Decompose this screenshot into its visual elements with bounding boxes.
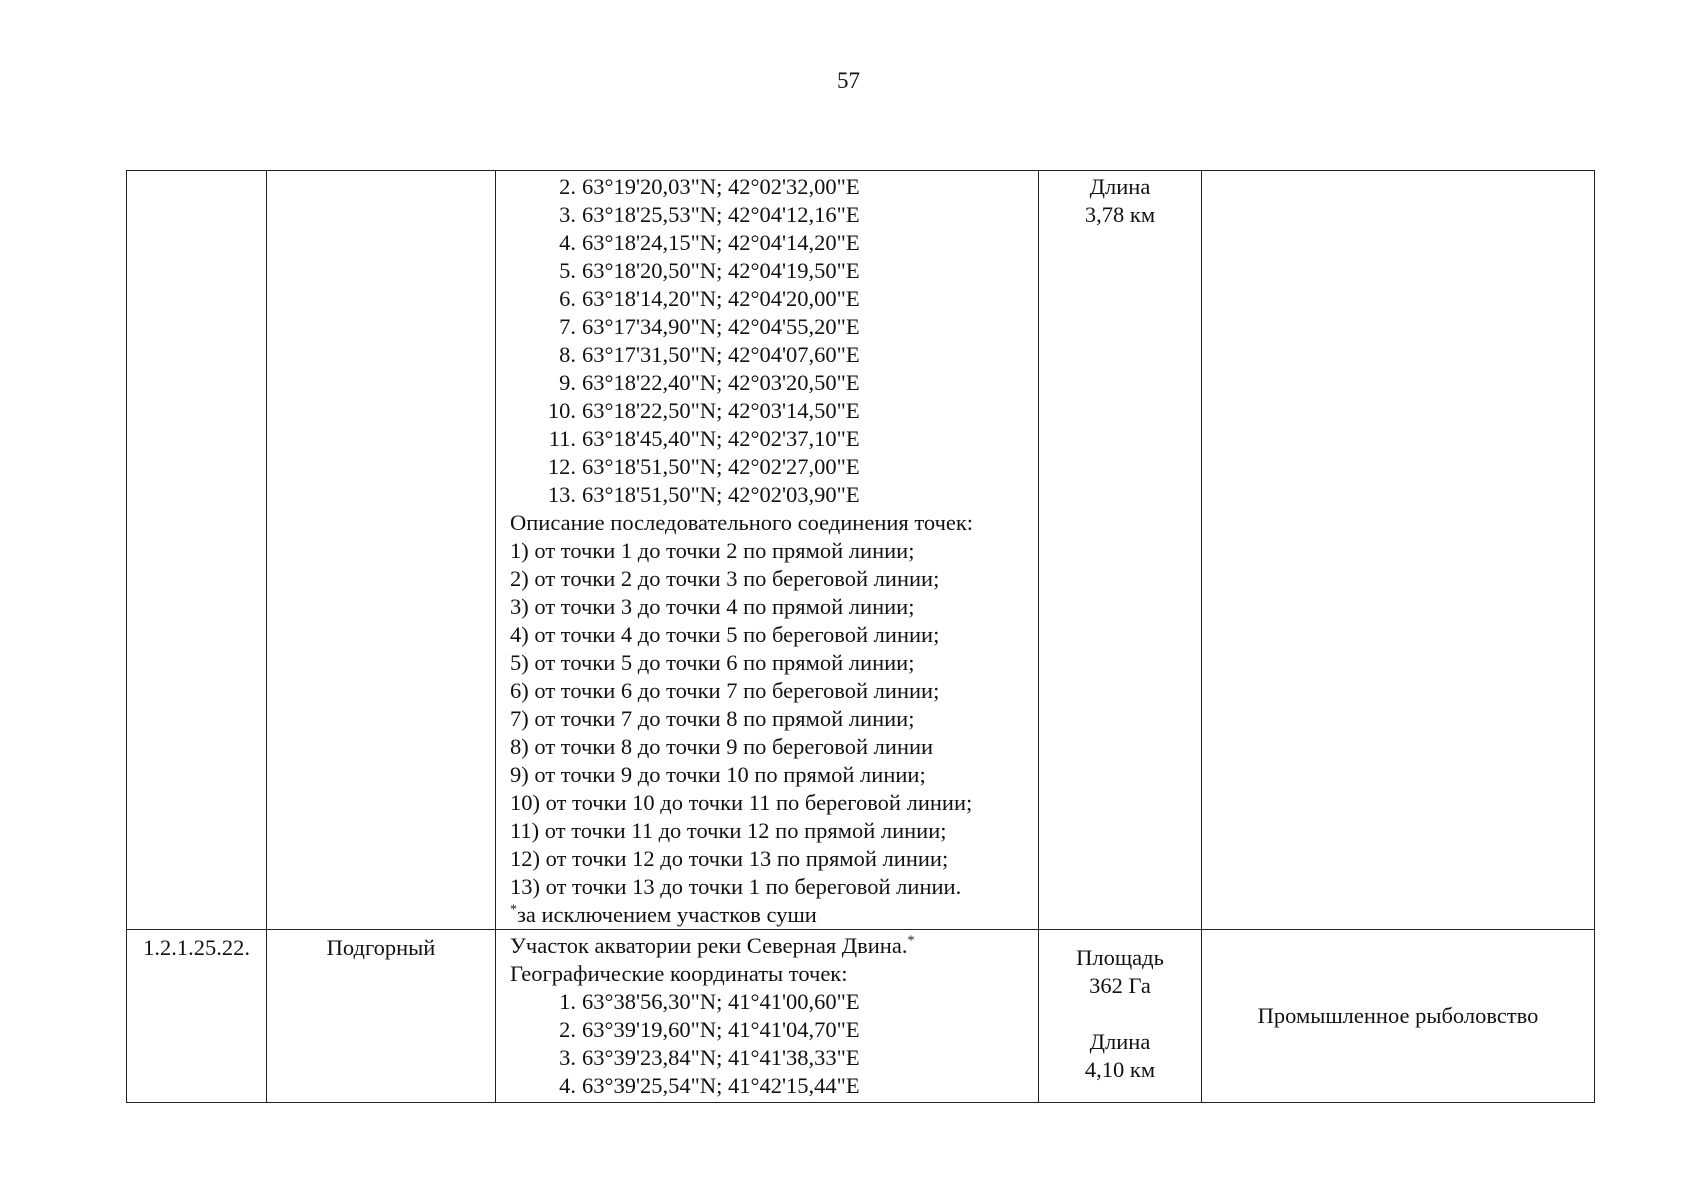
site-name-cell <box>267 171 496 930</box>
coordinate-item: 6. 63°18'14,20"N; 42°04'20,00"E <box>559 286 860 311</box>
connection-item: 2) от точки 2 до точки 3 по береговой линии; <box>510 566 940 591</box>
table-row <box>127 171 1595 930</box>
connection-item: 3) от точки 3 до точки 4 по прямой линии; <box>510 594 915 619</box>
coordinates-list <box>510 173 1028 509</box>
coordinate-item: 12. 63°18'51,50"N; 42°02'27,00"E <box>547 454 860 479</box>
site-metrics-cell <box>1039 171 1202 930</box>
connection-item: 12) от точки 12 до точки 13 по прямой линии; <box>510 846 949 871</box>
site-purpose-cell <box>1202 171 1595 930</box>
site-purpose-cell: Промышленное рыболовство <box>1202 930 1595 1103</box>
coordinate-item: 11. 63°18'45,40"N; 42°02'37,10"E <box>548 426 860 451</box>
length-label: Длина <box>1089 174 1151 199</box>
coordinate-item: 2. 63°19'20,03"N; 42°02'32,00"E <box>559 174 860 199</box>
page-number: 57 <box>837 68 860 93</box>
length-label: Длина <box>1089 1029 1151 1054</box>
connection-item: 11) от точки 11 до точки 12 по прямой линии; <box>510 818 947 843</box>
coordinate-item: 7. 63°17'34,90"N; 42°04'55,20"E <box>559 314 860 339</box>
connection-item: 6) от точки 6 до точки 7 по береговой линии; <box>510 678 940 703</box>
coordinate-item: 2. 63°39'19,60"N; 41°41'04,70"E <box>559 1017 860 1042</box>
coordinate-item: 4. 63°18'24,15"N; 42°04'14,20"E <box>559 230 860 255</box>
coordinate-item: 8. 63°17'31,50"N; 42°04'07,60"E <box>559 342 860 367</box>
coordinates-list <box>510 988 1028 1100</box>
connection-item: 13) от точки 13 до точки 1 по береговой линии. <box>510 874 962 899</box>
site-description-cell <box>496 930 1039 1103</box>
coordinate-item: 10. 63°18'22,50"N; 42°03'14,50"E <box>547 398 860 423</box>
coordinate-item: 13. 63°18'51,50"N; 42°02'03,90"E <box>547 482 860 507</box>
connection-item: 7) от точки 7 до точки 8 по прямой линии; <box>510 706 915 731</box>
coordinate-item: 3. 63°18'25,53"N; 42°04'12,16"E <box>559 202 860 227</box>
connection-item: 10) от точки 10 до точки 11 по береговой линии; <box>510 790 973 815</box>
connection-item: 1) от точки 1 до точки 2 по прямой линии; <box>510 538 915 563</box>
area-label: Площадь <box>1076 945 1164 970</box>
connection-item: 8) от точки 8 до точки 9 по береговой линии <box>510 734 934 759</box>
coordinate-item: 3. 63°39'23,84"N; 41°41'38,33"E <box>559 1045 860 1070</box>
area-value: 362 Га <box>1089 973 1151 998</box>
table-row <box>127 930 1595 1103</box>
coords-heading: Географические координаты точек: <box>510 961 848 986</box>
connection-item: 9) от точки 9 до точки 10 по прямой линии; <box>510 762 926 787</box>
connections-list <box>510 537 1028 901</box>
connection-item: 4) от точки 4 до точки 5 по береговой линии; <box>510 622 940 647</box>
fishing-sites-table <box>126 170 1595 1103</box>
site-number-cell: 1.2.1.25.22. <box>127 930 267 1103</box>
site-description-cell <box>496 171 1039 930</box>
coordinate-item: 1. 63°38'56,30"N; 41°41'00,60"E <box>559 989 860 1014</box>
length-value: 4,10 км <box>1084 1057 1156 1082</box>
site-number-cell <box>127 171 267 930</box>
connection-item: 5) от точки 5 до точки 6 по прямой линии; <box>510 650 915 675</box>
connection-heading: Описание последовательного соединения точек: <box>510 510 974 535</box>
coordinate-item: 4. 63°39'25,54"N; 41°42'15,44"E <box>559 1073 860 1098</box>
site-name-cell: Подгорный <box>267 930 496 1103</box>
site-metrics-cell <box>1039 930 1202 1103</box>
footnote: *за исключением участков суши <box>510 902 817 927</box>
site-description: Участок акватории реки Северная Двина.* <box>510 933 915 958</box>
coordinate-item: 9. 63°18'22,40"N; 42°03'20,50"E <box>559 370 860 395</box>
length-value: 3,78 км <box>1084 202 1156 227</box>
coordinate-item: 5. 63°18'20,50"N; 42°04'19,50"E <box>559 258 860 283</box>
